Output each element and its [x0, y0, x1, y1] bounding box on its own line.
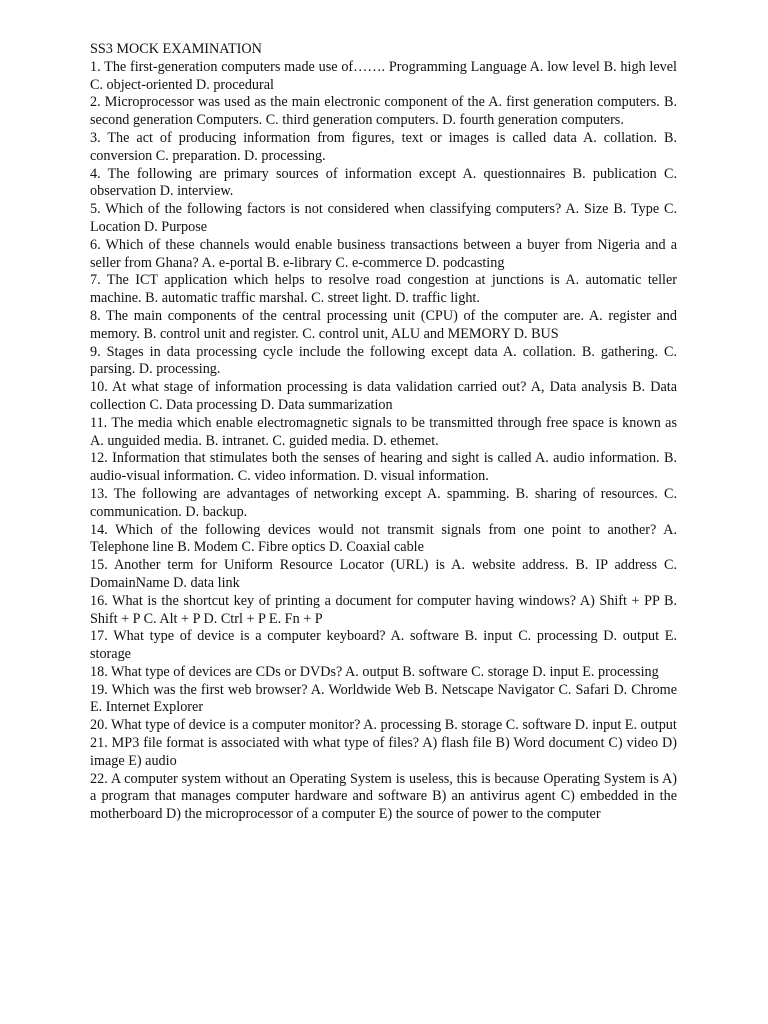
question-4: 4. The following are primary sources of information except A. questionnaires B. publication C. observation D. interview. — [90, 165, 677, 200]
document-page — [90, 41, 677, 824]
question-list — [90, 59, 677, 824]
question-3: 3. The act of producing information from figures, text or images is called data A. collation. B. conversion C. preparation. D. processing. — [90, 129, 677, 164]
question-5: 5. Which of the following factors is not considered when classifying computers? A. Size B. Type C. Location D. Purpose — [90, 201, 677, 235]
question-13: 13. The following are advantages of networking except A. spamming. B. sharing of resources. C. communication. D. backup. — [90, 485, 677, 520]
question-15: 15. Another term for Uniform Resource Locator (URL) is A. website address. B. IP address C. DomainName D. data link — [90, 557, 677, 591]
question-12: 12. Information that stimulates both the senses of hearing and sight is called A. audio information. B. audio-visual information. C. video information. D. visual information. — [90, 450, 677, 485]
question-9: 9. Stages in data processing cycle include the following except data A. collation. B. gathering. C. parsing. D. processing. — [90, 343, 677, 378]
question-14: 14. Which of the following devices would not transmit signals from one point to another? A. Telephone line B. Modem C. Fibre optics D. Coaxial cable — [90, 521, 677, 556]
question-16: 16. What is the shortcut key of printing a document for computer having windows? A) Shift + PP B. Shift + P C. Alt + P D. Ctrl + P E. Fn + P — [90, 592, 677, 627]
question-10: 10. At what stage of information processing is data validation carried out? A, Data analysis B. Data collection C. Data processing D. Data summarization — [90, 379, 677, 413]
question-19: 19. Which was the first web browser? A. Worldwide Web B. Netscape Navigator C. Safari D. Chrome E. Internet Explorer — [90, 681, 677, 716]
document-title: SS3 MOCK EXAMINATION — [90, 41, 262, 57]
question-22: 22. A computer system without an Operating System is useless, this is because Operating System is A) a program that manages computer hardware and software B) an antivirus agent C) embedded in the motherboard D) the microprocessor of a computer E) the source of power to the computer — [90, 770, 677, 823]
question-20: 20. What type of device is a computer monitor? A. processing B. storage C. software D. input E. output — [90, 717, 677, 734]
question-21: 21. MP3 file format is associated with what type of files? A) flash file B) Word document C) video D) image E) audio — [90, 735, 677, 769]
question-2: 2. Microprocessor was used as the main electronic component of the A. first generation computers. B. second generation Computers. C. third generation computers. D. fourth generation computers. — [90, 94, 677, 129]
question-17: 17. What type of device is a computer keyboard? A. software B. input C. processing D. output E. storage — [90, 628, 677, 663]
question-7: 7. The ICT application which helps to resolve road congestion at junctions is A. automatic teller machine. B. automatic traffic marshal. C. street light. D. traffic light. — [90, 272, 677, 307]
question-18: 18. What type of devices are CDs or DVDs? A. output B. software C. storage D. input E. processing — [90, 663, 659, 680]
question-1: 1. The first-generation computers made use of……. Programming Language A. low level B. high level C. object-oriented D. procedural — [90, 58, 677, 93]
question-11: 11. The media which enable electromagnetic signals to be transmitted through free space is known as A. unguided media. B. intranet. C. guided media. D. ethemet. — [90, 414, 677, 449]
question-8: 8. The main components of the central processing unit (CPU) of the computer are. A. register and memory. B. control unit and register. C. control unit, ALU and MEMORY D. BUS — [90, 307, 677, 342]
question-6: 6. Which of these channels would enable business transactions between a buyer from Nigeria and a seller from Ghana? A. e-portal B. e-library C. e-commerce D. podcasting — [90, 236, 677, 271]
